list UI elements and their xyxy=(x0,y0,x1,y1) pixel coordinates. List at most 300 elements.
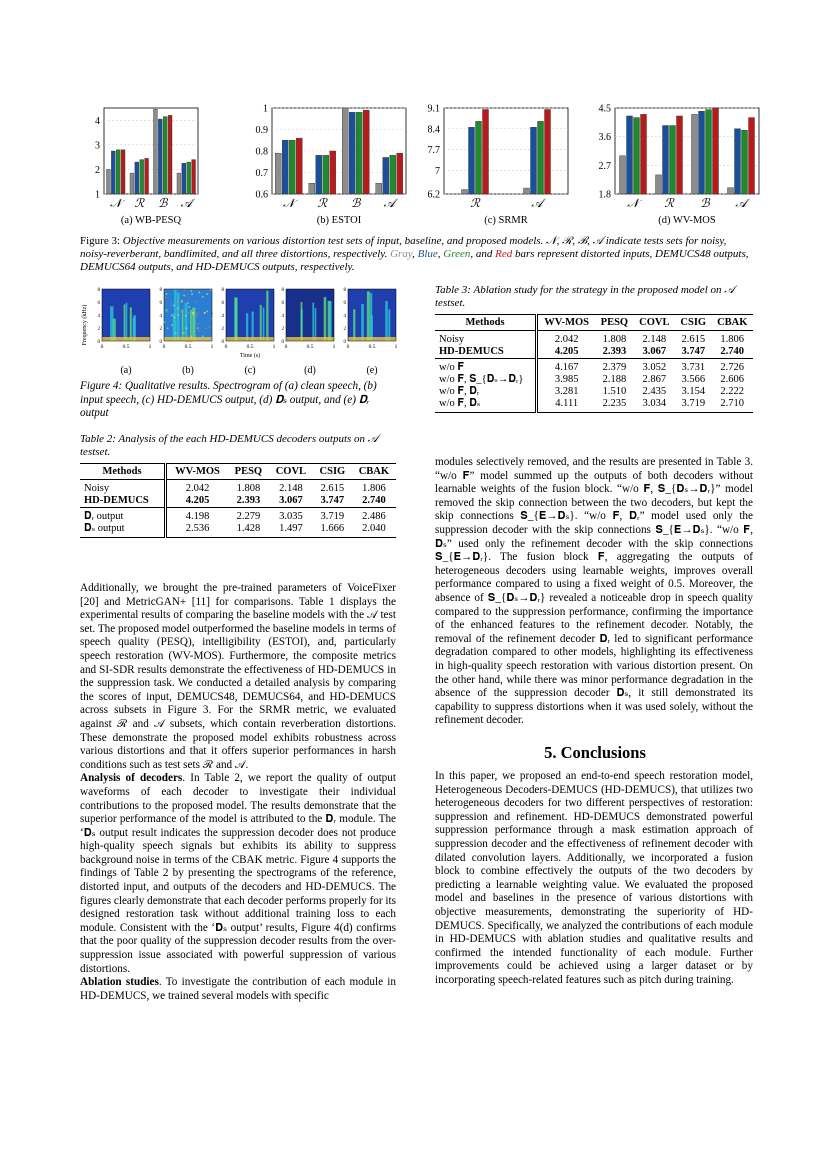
spec-y-tick: 6 xyxy=(281,301,284,306)
table-cell: 2.867 xyxy=(642,374,667,385)
table-header: CBAK xyxy=(711,315,753,331)
spectral-band xyxy=(177,293,179,341)
table-cell: 1.428 xyxy=(228,523,269,538)
noise-speckle xyxy=(192,313,194,315)
x-tick-label: ℬ xyxy=(700,196,710,210)
bar xyxy=(323,155,329,194)
y-tick-label: 4.5 xyxy=(598,103,611,115)
bar xyxy=(349,112,355,194)
spectrogram-panel xyxy=(344,288,398,376)
spec-y-tick: 4 xyxy=(97,314,100,319)
table-cell: 3.747 xyxy=(681,346,706,357)
table-3-grid xyxy=(435,314,753,413)
spec-y-tick: 8 xyxy=(159,288,162,293)
spec-y-tick: 6 xyxy=(221,301,224,306)
spec-y-tick: 0 xyxy=(343,340,346,345)
table-header: CSIG xyxy=(313,464,352,480)
noise-speckle xyxy=(197,323,199,325)
chart-estoi xyxy=(250,100,410,235)
noise-speckle xyxy=(164,321,166,323)
noise-speckle xyxy=(177,308,179,310)
bar xyxy=(121,150,125,194)
figure-4 xyxy=(80,287,410,382)
spectrogram-panel xyxy=(282,288,336,376)
spectral-band xyxy=(260,305,262,341)
bar xyxy=(135,162,139,194)
spectrogram-panel xyxy=(160,288,214,376)
spec-y-tick: 2 xyxy=(343,327,346,332)
noise-speckle xyxy=(202,296,204,298)
y-tick-label: 0.7 xyxy=(255,168,268,179)
y-tick-label: 4 xyxy=(95,115,100,127)
table-cell: 3.034 xyxy=(634,398,675,413)
bar xyxy=(677,116,683,194)
low-band xyxy=(102,337,150,341)
table-header: WV-MOS xyxy=(537,315,596,331)
bar xyxy=(749,118,755,194)
left-column xyxy=(80,582,396,1003)
bar xyxy=(158,119,162,194)
table-cell: 3.731 xyxy=(675,359,711,375)
table-cell: HD-DEMUCS xyxy=(435,346,537,359)
table-cell: 2.536 xyxy=(166,523,228,538)
noise-speckle xyxy=(197,313,199,315)
spec-y-tick: 4 xyxy=(159,314,162,319)
table-cell: 2.235 xyxy=(595,398,633,413)
y-tick-label: 6.2 xyxy=(427,189,440,201)
spectral-band xyxy=(353,309,355,341)
noise-speckle xyxy=(171,324,173,326)
spec-y-tick: 8 xyxy=(221,288,224,293)
chart-caption: (b) ESTOI xyxy=(316,215,362,226)
table-cell: 1.806 xyxy=(711,331,753,347)
table-cell: 1.808 xyxy=(228,480,269,496)
noise-speckle xyxy=(190,332,192,334)
noise-speckle xyxy=(183,328,185,330)
figure-3-label: Figure 3: xyxy=(80,235,121,247)
panel-label: (d) xyxy=(304,365,316,376)
noise-speckle xyxy=(197,327,199,329)
noise-speckle xyxy=(188,306,190,308)
bar xyxy=(545,109,551,194)
table-cell: 4.198 xyxy=(166,508,228,524)
table-cell: 3.566 xyxy=(681,374,706,385)
table-cell: 3.052 xyxy=(634,359,675,375)
table-cell: w/o 𝐅, 𝐃ᵣ xyxy=(435,386,537,398)
table-cell: 2.710 xyxy=(711,398,753,413)
bar xyxy=(656,175,662,194)
wv-mos-svg xyxy=(593,100,763,230)
spec-y-tick: 2 xyxy=(281,327,284,332)
spectral-band xyxy=(312,303,314,341)
x-tick-label: 𝒩 xyxy=(110,196,122,210)
bar xyxy=(670,126,676,194)
bar xyxy=(620,156,626,194)
spec-y-tick: 0 xyxy=(221,340,224,345)
table-cell: 2.435 xyxy=(642,386,667,397)
panel-label: (c) xyxy=(244,365,256,376)
bar xyxy=(187,162,191,194)
table-cell: 1.666 xyxy=(313,523,352,538)
noise-speckle xyxy=(184,295,186,297)
table-cell: Noisy xyxy=(80,480,166,496)
bar xyxy=(140,160,144,194)
srmr-svg xyxy=(422,100,572,230)
y-tick-label: 2.7 xyxy=(598,160,611,172)
noise-speckle xyxy=(174,316,176,318)
table-3-caption: Table 3: Ablation study for the strategy in the proposed model on 𝒜 testset. xyxy=(435,284,735,309)
noise-speckle xyxy=(207,311,209,313)
spec-y-tick: 6 xyxy=(159,301,162,306)
wb-pesq-svg xyxy=(82,100,202,230)
table-cell: 3.747 xyxy=(320,495,345,506)
spec-x-tick: 0.5 xyxy=(122,344,130,350)
table-cell: 1.808 xyxy=(595,331,633,347)
figure-3-text: Objective measurements on various distortion test sets of input, baseline, and proposed models. 𝒩, ℛ, ℬ, 𝒜 indicate tests sets for noisy, noisy-reverberant, bandlimited, and all three distortions, respectively. xyxy=(80,235,727,260)
x-tick-label: ℬ xyxy=(351,196,361,210)
panel-label: (b) xyxy=(182,365,194,376)
bar xyxy=(692,114,698,194)
spectrogram-svg xyxy=(80,287,410,382)
bar xyxy=(699,111,705,194)
table-cell: w/o 𝐅 xyxy=(435,359,537,375)
noise-speckle xyxy=(188,312,190,314)
figure-4-caption: Figure 4: Qualitative results. Spectrogram of (a) clean speech, (b) input speech, (c) HD-DEMUCS output, (d) 𝐃ₛ output, and (e) 𝐃ᵣ output xyxy=(80,380,377,419)
bar xyxy=(342,108,348,194)
table-cell: 2.740 xyxy=(362,495,386,506)
noise-speckle xyxy=(184,289,186,291)
table-cell: 1.806 xyxy=(352,480,396,496)
noise-speckle xyxy=(202,336,204,338)
table-row xyxy=(435,359,753,375)
table-cell: 1.497 xyxy=(269,523,313,538)
x-tick-label: 𝒩 xyxy=(627,196,639,210)
spec-x-tick: 0.5 xyxy=(306,344,314,350)
spectral-band xyxy=(315,308,317,341)
bar xyxy=(177,173,181,194)
spectrogram-panel xyxy=(98,288,152,376)
table-cell: 3.719 xyxy=(313,508,352,524)
noise-speckle xyxy=(196,301,198,303)
low-band xyxy=(164,337,212,341)
y-tick-label: 3.6 xyxy=(598,132,611,144)
noise-speckle xyxy=(191,290,193,292)
table-cell: 3.985 xyxy=(554,374,579,385)
x-tick-label: 𝒜 xyxy=(531,196,543,210)
spec-y-tick: 0 xyxy=(97,340,100,345)
spec-x-tick: 1 xyxy=(148,344,152,350)
green-legend: Green xyxy=(443,248,471,260)
spec-y-tick: 2 xyxy=(221,327,224,332)
table-3 xyxy=(435,284,753,413)
bar xyxy=(524,188,530,194)
table-cell: 4.205 xyxy=(554,346,579,357)
bar xyxy=(706,110,712,194)
x-tick-label: ℬ xyxy=(158,196,168,210)
noise-speckle xyxy=(167,328,169,330)
bar xyxy=(309,183,315,194)
bar xyxy=(383,157,389,194)
table-row xyxy=(435,386,753,398)
paragraph-ablation-cont: modules selectively removed, and the results are presented in Table 3. “w/o 𝐅” model summed up the outputs of both decoders without learnable weights of the fusion block. “w/o 𝐅, 𝐒_{𝐃ₛ→𝐃ᵣ}” model removed the skip connection between the two decoders, but kept the skip connections 𝐒_{𝐄→𝐃ₛ}. “w/o 𝐅, 𝐃ᵣ” model used only the suppression decoder with the skip connections 𝐒_{𝐄→𝐃ₛ}. “w/o 𝐅, 𝐃ₛ” used only the refinement decoder with the skip connections 𝐒_{𝐄→𝐃ᵣ}. The fusion block 𝐅, aggregating the outputs of heterogeneous decoders using learnable weights, improves overall performance compared to using a fixed weight of 0.5. Moreover, the absence of 𝐒_{𝐃ₛ→𝐃ᵣ} revealed a noticeable drop in speech quality compared to the suppression performance, confirming the importance of the enhanced features to the refinement decoder. Notably, the removal of the refinement decoder 𝐃ᵣ led to significant performance degradation compared to other models, highlighting its effectiveness in high-quality speech restoration with various distortion present. On the other hand, while there was minor performance degradation in the absence of the suppression decoder 𝐃ₛ, it still demonstrated its capability to suppress distortions when it was used solely, without the refinement decoder. xyxy=(435,456,753,727)
y-tick-label: 3 xyxy=(95,140,100,152)
bar xyxy=(634,118,640,194)
x-tick-label: 𝒜 xyxy=(180,196,192,210)
paragraph-conclusions: In this paper, we proposed an end-to-end speech restoration model, Heterogeneous Decoders-DEMUCS (HD-DEMUCS), that utilizes two heterogeneous decoders for two different perspectives of restoration: suppression and refinement. HD-DEMUCS demonstrated powerful suppression performance through a mask estimation approach of suppression decoder and the effectiveness of refinement decoder with dilated convolution layers. Additionally, we incorporated a fusion block to combine effectively the outputs of the two decoders by predicting a learnable weighting value. We evaluated the proposed model and baselines in the presence of various distortions with objective measurements, demonstrating the superiority of HD-DEMUCS. Specifically, we analyzed the contributions of each module in HD-DEMUCS with ablation studies and qualitative results and confirmed the intended functionality of each module. Further improvements could be achieved using a larger dataset or by incorporating speech-related features such as pitch during training. xyxy=(435,770,753,986)
table-row xyxy=(435,346,753,359)
spectral-band xyxy=(246,313,248,341)
noise-speckle xyxy=(166,293,168,295)
spec-y-tick: 2 xyxy=(159,327,162,332)
spec-x-tick: 0 xyxy=(162,344,166,350)
table-row xyxy=(435,398,753,413)
noise-speckle xyxy=(196,315,198,317)
spec-y-tick: 0 xyxy=(159,340,162,345)
y-tick-label: 0.8 xyxy=(255,146,268,158)
x-tick-label: 𝒜 xyxy=(383,196,395,210)
noise-speckle xyxy=(166,309,168,311)
table-cell: 3.154 xyxy=(681,386,706,397)
noise-speckle xyxy=(193,312,195,314)
table-header: CBAK xyxy=(352,464,396,480)
spectral-band xyxy=(301,302,303,341)
spectral-band xyxy=(324,297,327,341)
spectral-band xyxy=(388,309,390,341)
spectral-band xyxy=(185,303,188,341)
table-row xyxy=(80,495,396,508)
bar xyxy=(663,126,669,194)
spec-y-tick: 8 xyxy=(343,288,346,293)
bar xyxy=(735,129,741,194)
table-cell: 2.379 xyxy=(595,359,633,375)
table-row xyxy=(80,480,396,496)
x-tick-label: ℛ xyxy=(470,196,480,210)
red-legend: Red xyxy=(495,248,513,260)
spectral-band xyxy=(361,304,364,341)
noise-speckle xyxy=(183,332,185,334)
table-cell: 2.606 xyxy=(720,374,745,385)
spectral-band xyxy=(252,311,254,341)
table-cell: 2.279 xyxy=(228,508,269,524)
table-cell: 3.719 xyxy=(675,398,711,413)
table-cell: 2.393 xyxy=(236,495,261,506)
noise-speckle xyxy=(170,303,172,305)
section-conclusions: 5. Conclusions xyxy=(544,743,646,762)
bar xyxy=(363,110,369,194)
bar xyxy=(462,190,468,194)
noise-speckle xyxy=(173,305,175,307)
figure-3-tail: bars represent distorted inputs, DEMUCS48 outputs, DEMUCS64 outputs, and HD-DEMUCS outputs, respectively. xyxy=(80,248,749,273)
table-cell: 2.740 xyxy=(720,346,745,357)
bar xyxy=(483,109,489,194)
noise-speckle xyxy=(206,293,208,295)
table-cell: 3.067 xyxy=(642,346,667,357)
spec-y-tick: 8 xyxy=(281,288,284,293)
table-cell: 2.615 xyxy=(675,331,711,347)
spectrogram-bg xyxy=(286,289,334,341)
bar xyxy=(111,151,115,194)
spectral-band xyxy=(182,309,184,341)
estoi-svg xyxy=(250,100,410,230)
panel-label: (e) xyxy=(366,365,378,376)
table-header: Methods xyxy=(80,464,166,480)
paragraph-decoders: Analysis of decoders. In Table 2, we report the quality of output waveforms of each decoder to investigate their individual contributions to the proposed model. The results demonstrate that the superior performance of the model is attributed to the 𝐃ᵣ module. The ‘𝐃ₛ output result indicates the suppression decoder does not produce high-quality speech signals but exhibits its ability to suppress background noise in terms of the CBAK metric. Figure 4 supports the findings of Table 2 by presenting the spectrograms of the reference, distorted input, and outputs of the decoders and HD-DEMUCS. The figures clearly demonstrate that each decoder performs properly for its designed restoration task without additional training loss to each module. Consistent with the ‘𝐃ₛ output’ results, Figure 4(d) confirms that the poor quality of the suppression decoder results from the over-suppression issue associated with powerful suppression of various distortions. xyxy=(80,772,396,975)
y-tick-label: 1 xyxy=(95,189,100,201)
bar xyxy=(316,155,322,194)
bar xyxy=(728,188,734,194)
spec-x-tick: 0.5 xyxy=(184,344,192,350)
table-cell: 2.040 xyxy=(352,523,396,538)
bar xyxy=(145,158,149,194)
noise-speckle xyxy=(185,315,187,317)
spec-y-tick: 2 xyxy=(97,327,100,332)
table-cell: 2.726 xyxy=(711,359,753,375)
table-header: COVL xyxy=(634,315,675,331)
spec-x-tick: 0.5 xyxy=(246,344,254,350)
table-cell: 2.486 xyxy=(352,508,396,524)
bar xyxy=(742,130,748,194)
bar xyxy=(182,163,186,194)
y-tick-label: 1 xyxy=(263,103,268,115)
y-tick-label: 7.7 xyxy=(427,145,440,157)
spec-y-label: Frequency (kHz) xyxy=(82,304,88,346)
blue-legend: Blue xyxy=(417,248,438,260)
table-header: PESQ xyxy=(595,315,633,331)
bar xyxy=(192,160,196,194)
chart-caption: (d) WV-MOS xyxy=(658,215,716,226)
bar xyxy=(531,127,537,194)
spec-x-tick: 1 xyxy=(272,344,276,350)
table-cell: 2.148 xyxy=(634,331,675,347)
panel-label: (a) xyxy=(120,365,132,376)
low-band xyxy=(348,337,396,341)
y-tick-label: 2 xyxy=(95,164,100,176)
bar xyxy=(168,115,172,194)
paragraph-results: Additionally, we brought the pre-trained parameters of VoiceFixer [20] and MetricGAN+ [11] for comparisons. Table 1 displays the experimental results of comparing the baseline models with the 𝒜 test set. The proposed model outperformed the baseline models in terms of speech quality (PESQ), intelligibility (ESTOI), and, particularly speech restoration (WV-MOS). Furthermore, the composite metrics and SI-SDR results demonstrate the effectiveness of HD-DEMUCS in the suppression task. We conducted a detailed analysis by comparing the scores of input, DEMUCS48, DEMUCS64, and HD-DEMUCS across subsets in Figure 3. For the SRMR metric, we evaluated against ℛ and 𝒜 subsets, which contain reverberation distortions. These demonstrate the proposed model exhibits robustness across various distortions and that it offers superior performances in harsh conditions such as test sets ℛ and 𝒜. xyxy=(80,582,396,771)
table-row xyxy=(435,374,753,386)
noise-speckle xyxy=(171,315,173,317)
table-cell: 𝐃ᵣ output xyxy=(80,508,166,524)
bar xyxy=(376,183,382,194)
bar xyxy=(282,140,288,194)
spec-x-tick: 0 xyxy=(284,344,288,350)
spec-x-tick: 1 xyxy=(210,344,214,350)
spectral-band xyxy=(235,298,238,341)
spec-y-tick: 8 xyxy=(97,288,100,293)
and-word: and xyxy=(475,248,493,260)
spec-y-tick: 4 xyxy=(221,314,224,319)
table-2 xyxy=(80,433,396,538)
spectral-band xyxy=(110,306,113,341)
spec-y-tick: 6 xyxy=(97,301,100,306)
noise-speckle xyxy=(204,312,206,314)
table-cell: 2.222 xyxy=(720,386,745,397)
chart-caption: (a) WB-PESQ xyxy=(120,215,182,226)
bar xyxy=(397,153,403,194)
table-cell: w/o 𝐅, 𝐒_{𝐃ₛ→𝐃ᵣ} xyxy=(435,374,537,386)
bar xyxy=(289,140,295,194)
spec-y-tick: 4 xyxy=(281,314,284,319)
spectral-band xyxy=(385,301,388,341)
y-tick-label: 1.8 xyxy=(598,189,611,201)
table-row xyxy=(80,523,396,538)
spectral-band xyxy=(130,307,132,341)
bar xyxy=(154,109,158,194)
x-tick-label: ℛ xyxy=(134,196,145,210)
bar xyxy=(476,121,482,194)
table-cell: HD-DEMUCS xyxy=(80,495,166,508)
table-cell: 2.188 xyxy=(602,374,627,385)
spectrogram-panel xyxy=(222,288,276,376)
paragraph-ablation: Ablation studies. To investigate the contribution of each module in HD-DEMUCS, we trained several models with specific xyxy=(80,976,396,1002)
table-cell: 2.393 xyxy=(602,346,627,357)
spec-x-tick: 1 xyxy=(332,344,336,350)
noise-speckle xyxy=(198,330,200,332)
low-band xyxy=(226,337,274,341)
bar xyxy=(296,138,302,194)
table-header: COVL xyxy=(269,464,313,480)
y-tick-label: 0.9 xyxy=(255,125,268,136)
figure-3-caption: Figure 3: Objective measurements on various distortion test sets of input, baseline, and proposed models. 𝒩, ℛ, ℬ, 𝒜 indicate tests sets for noisy, noisy-reverberant, bandlimited, and all three distortions, respectively. Gray, Blue, Green, and Red bars represent distorted inputs, DEMUCS48 outputs, DEMUCS64 outputs, and HD-DEMUCS outputs, respectively. xyxy=(80,235,749,273)
spectral-band xyxy=(126,303,128,341)
spec-x-label: Time (s) xyxy=(239,353,261,359)
x-tick-label: ℛ xyxy=(664,196,674,210)
table-header: Methods xyxy=(435,315,537,331)
spec-x-tick: 0 xyxy=(224,344,228,350)
table-cell: Noisy xyxy=(435,331,537,347)
noise-speckle xyxy=(187,302,189,304)
table-header: PESQ xyxy=(228,464,269,480)
table-cell: 1.510 xyxy=(602,386,627,397)
table-cell: w/o 𝐅, 𝐃ₛ xyxy=(435,398,537,413)
spectral-band xyxy=(124,304,126,341)
table-cell: 3.067 xyxy=(279,495,303,506)
spectral-band xyxy=(263,307,265,341)
bar xyxy=(627,116,633,194)
spec-x-tick: 0 xyxy=(100,344,104,350)
x-tick-label: 𝒩 xyxy=(283,196,295,210)
bar xyxy=(538,121,544,194)
bar xyxy=(469,127,475,194)
noise-speckle xyxy=(175,332,177,334)
bar xyxy=(390,155,396,194)
noise-speckle xyxy=(199,292,201,294)
noise-speckle xyxy=(177,314,179,316)
table-cell: 4.167 xyxy=(537,359,596,375)
bar xyxy=(107,169,111,194)
table-cell: 4.205 xyxy=(185,495,210,506)
spec-y-tick: 0 xyxy=(281,340,284,345)
chart-caption: (c) SRMR xyxy=(484,215,528,226)
table-cell: 3.035 xyxy=(269,508,313,524)
spec-y-tick: 4 xyxy=(343,314,346,319)
bar xyxy=(275,153,281,194)
bar xyxy=(356,112,362,194)
noise-speckle xyxy=(177,301,179,303)
table-cell: 3.281 xyxy=(554,386,579,397)
chart-wv-mos xyxy=(593,100,763,235)
noise-speckle xyxy=(205,328,207,330)
low-band xyxy=(286,337,334,341)
chart-wb-pesq xyxy=(82,100,202,235)
right-column-conclusions xyxy=(435,770,753,988)
noise-speckle xyxy=(191,293,193,295)
noise-speckle xyxy=(209,326,211,328)
bar xyxy=(116,150,120,194)
table-header: CSIG xyxy=(675,315,711,331)
bar xyxy=(641,114,647,194)
x-tick-label: 𝒜 xyxy=(735,196,747,210)
